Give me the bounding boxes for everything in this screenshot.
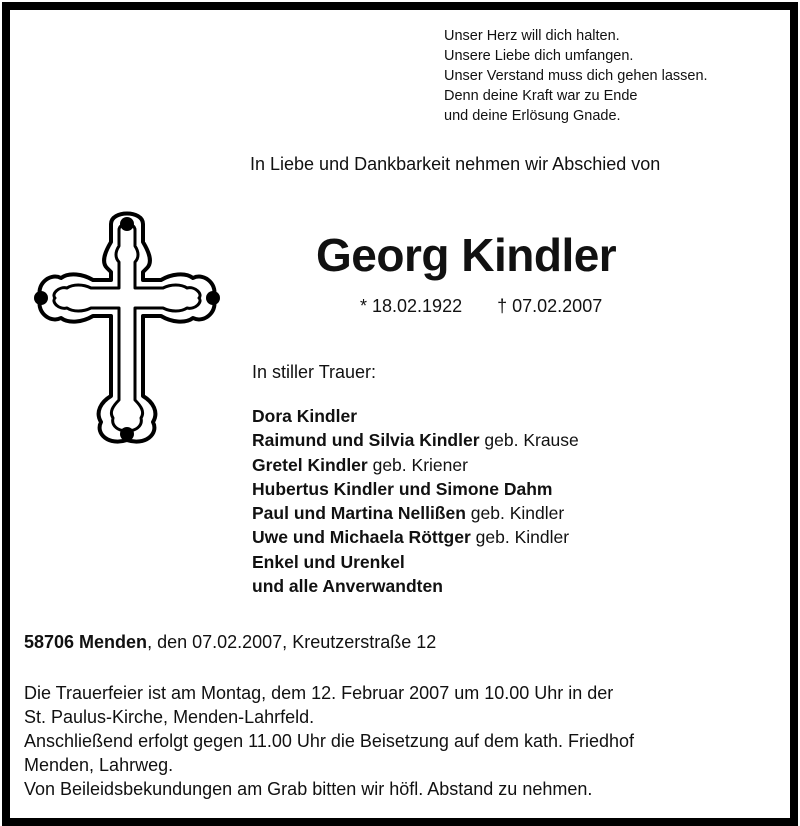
birth-date: * 18.02.1922 <box>360 296 463 316</box>
poem-line: Unsere Liebe dich umfangen. <box>444 48 634 64</box>
life-dates <box>360 296 602 317</box>
mourner-line <box>252 550 579 574</box>
funeral-notice <box>24 681 784 801</box>
city: 58706 Menden <box>24 632 148 652</box>
mourner-line <box>252 404 579 428</box>
mourner-line <box>252 477 579 501</box>
notice-line: Anschließend erfolgt gegen 11.00 Uhr die Beisetzung auf dem kath. Friedhof <box>24 731 635 751</box>
mourner-line <box>252 501 579 525</box>
mourner-line <box>252 453 579 477</box>
mourner-name: Uwe und Michaela Röttger <box>252 527 471 548</box>
mourner-suffix: geb. Kriener <box>367 454 468 475</box>
obituary-content <box>10 10 790 818</box>
intro-text: In Liebe und Dankbarkeit nehmen wir Abschied von <box>250 154 661 174</box>
mourner-name: und alle Anverwandten <box>252 576 443 597</box>
mourner-line <box>252 525 579 549</box>
mourner-suffix: geb. Krause <box>479 430 579 451</box>
poem-line: Unser Verstand muss dich gehen lassen. <box>444 68 708 84</box>
mourner-name: Raimund und Silvia Kindler <box>252 430 480 451</box>
notice-line: Von Beileidsbekundungen am Grab bitten wir höfl. Abstand zu nehmen. <box>24 779 593 799</box>
mourner-name: Hubertus Kindler und Simone Dahm <box>252 478 553 499</box>
mourner-line <box>252 574 579 598</box>
mourner-line <box>252 428 579 452</box>
mourner-name: Paul und Martina Nellißen <box>252 503 466 524</box>
budded-cross-icon <box>27 202 227 452</box>
place-date-line <box>24 632 436 653</box>
notice-line: Die Trauerfeier ist am Montag, dem 12. Februar 2007 um 10.00 Uhr in der <box>24 683 614 703</box>
mourner-name: Gretel Kindler <box>252 454 368 475</box>
mourner-name: Enkel und Urenkel <box>252 551 405 572</box>
poem-line: Unser Herz will dich halten. <box>444 28 620 44</box>
death-date: † 07.02.2007 <box>497 296 603 316</box>
mourner-name: Dora Kindler <box>252 406 358 426</box>
mourner-suffix: geb. Kindler <box>470 527 570 548</box>
deceased-name: Georg Kindler <box>316 229 617 281</box>
obituary-frame <box>2 2 798 826</box>
poem-line: und deine Erlösung Gnade. <box>444 108 621 124</box>
poem-line: Denn deine Kraft war zu Ende <box>444 88 638 104</box>
mourning-label: In stiller Trauer: <box>252 362 377 382</box>
poem <box>444 26 774 126</box>
notice-line: Menden, Lahrweg. <box>24 755 174 775</box>
notice-line: St. Paulus-Kirche, Menden-Lahrfeld. <box>24 707 315 727</box>
mourners-list <box>252 404 579 598</box>
mourner-suffix: geb. Kindler <box>465 503 565 524</box>
date-address: , den 07.02.2007, Kreutzerstraße 12 <box>147 632 437 652</box>
